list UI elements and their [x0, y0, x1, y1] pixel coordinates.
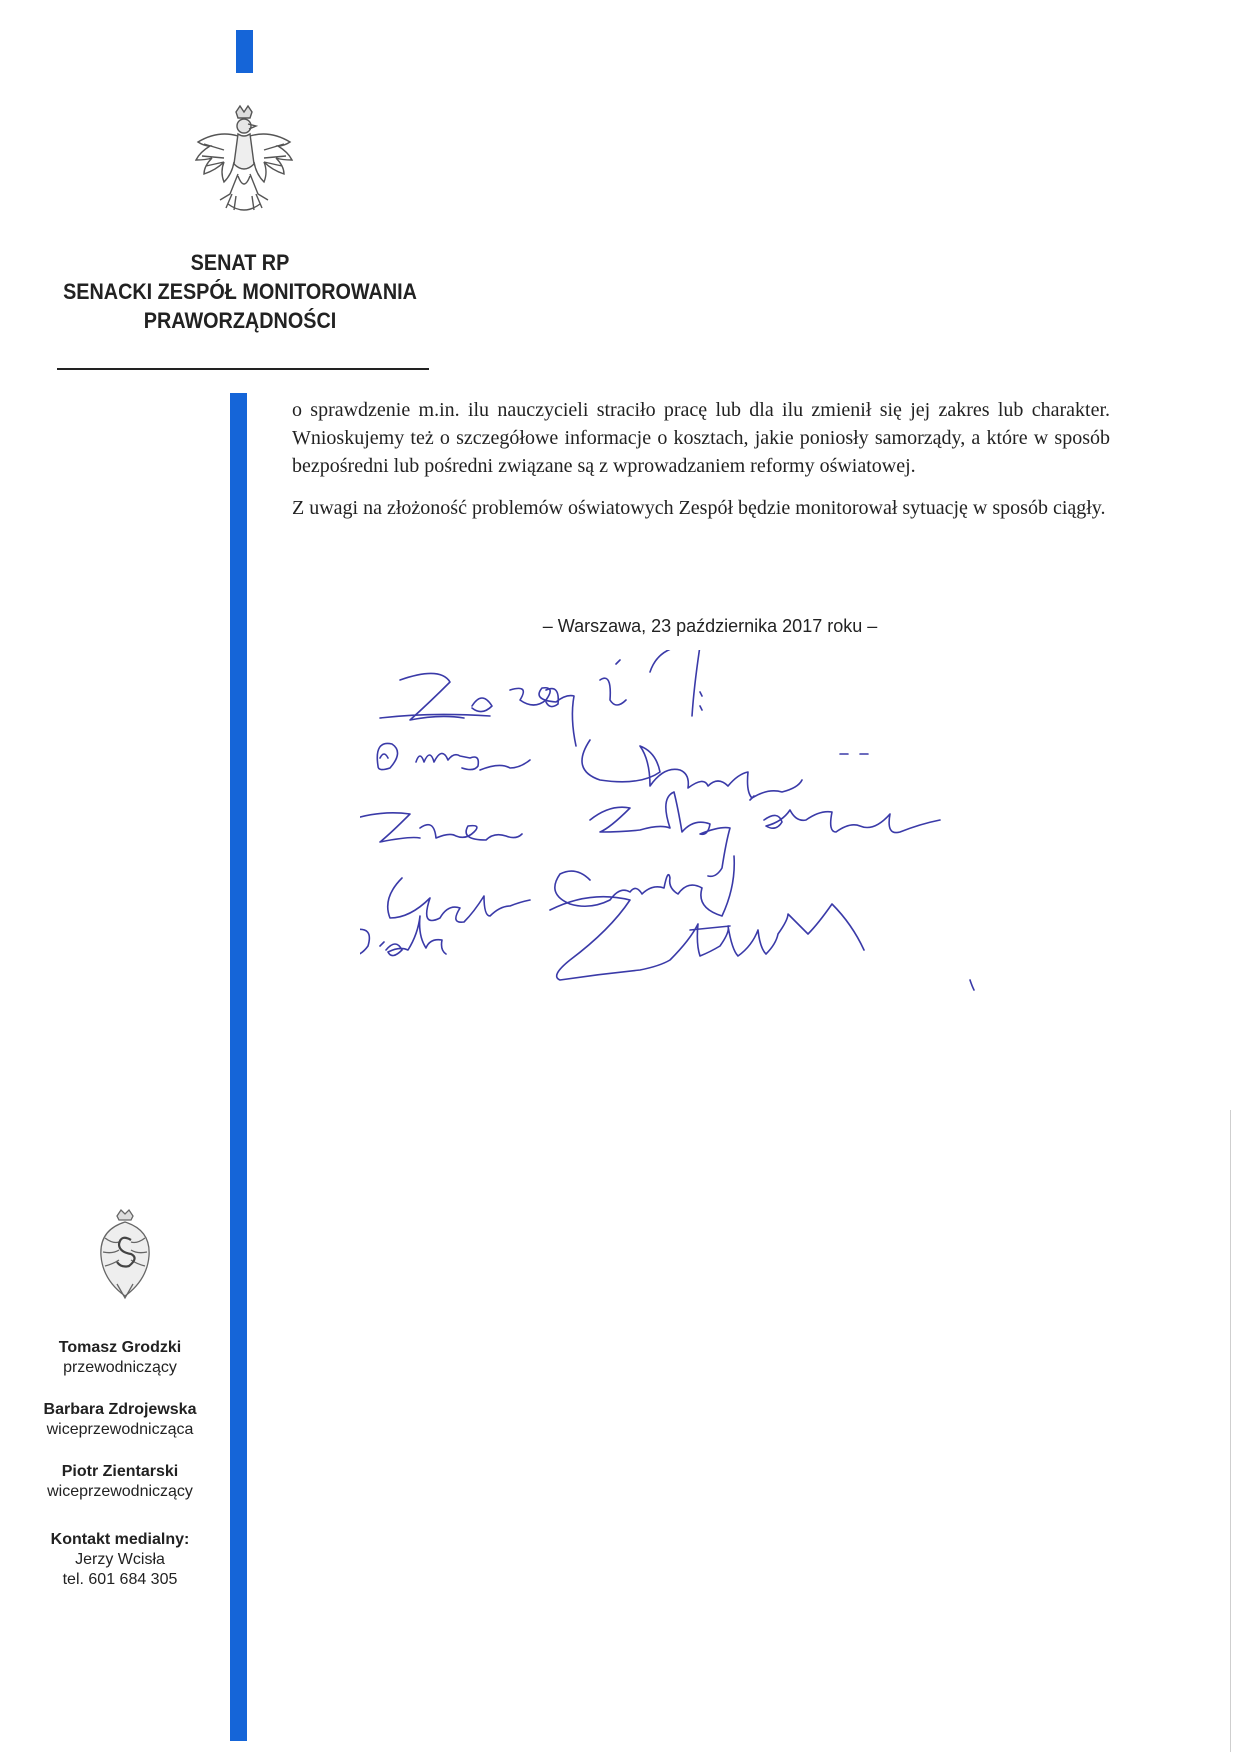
blue-accent-bar-vertical — [230, 393, 247, 1741]
member-role: przewodniczący — [63, 1359, 177, 1376]
polish-eagle-icon — [192, 104, 296, 216]
blue-accent-bar-top — [236, 30, 253, 73]
letter-body — [292, 396, 1110, 536]
contact-phone: tel. 601 684 305 — [62, 1571, 178, 1588]
contact-label: Kontakt medialny: — [50, 1531, 190, 1548]
header-line-praworzadnosci: PRAWORZĄDNOŚCI — [143, 308, 337, 333]
member-entry — [20, 1400, 220, 1440]
member-name: Piotr Zientarski — [61, 1463, 179, 1480]
paragraph-continuation: o sprawdzenie m.in. ilu nauczycieli straciło pracę lub dla ilu zmienił się jej zakres lub charakter. Wnioskujemy też o szczegółowe informacje o kosztach, jakie poniosły samorządy, a które w sposób bezpośredni lub pośredni związane są z wprowadzaniem reformy oświatowej. — [292, 399, 1110, 477]
member-name: Barbara Zdrojewska — [43, 1401, 197, 1418]
senate-seal-icon — [95, 1208, 155, 1302]
header-divider — [57, 368, 429, 370]
media-contact — [20, 1530, 220, 1590]
paragraph-monitoring: Z uwagi na złożoność problemów oświatowych Zespół będzie monitorował sytuację w sposób ciągły. — [292, 497, 1106, 519]
header-line-senat: SENAT RP — [190, 250, 290, 275]
member-role: wiceprzewodniczący — [47, 1483, 193, 1500]
member-role: wiceprzewodnicząca — [46, 1421, 194, 1438]
member-entry — [20, 1338, 220, 1378]
member-name: Tomasz Grodzki — [58, 1339, 182, 1356]
document-header — [51, 248, 429, 335]
scan-edge-line — [1230, 1110, 1231, 1752]
dateline: – Warszawa, 23 października 2017 roku – — [542, 616, 878, 636]
handwritten-signatures — [360, 650, 1120, 1070]
contact-person: Jerzy Wcisła — [75, 1551, 165, 1568]
member-entry — [20, 1462, 220, 1502]
header-line-zespol: SENACKI ZESPÓŁ MONITOROWANIA — [63, 279, 417, 304]
committee-sidebar — [20, 1338, 220, 1590]
